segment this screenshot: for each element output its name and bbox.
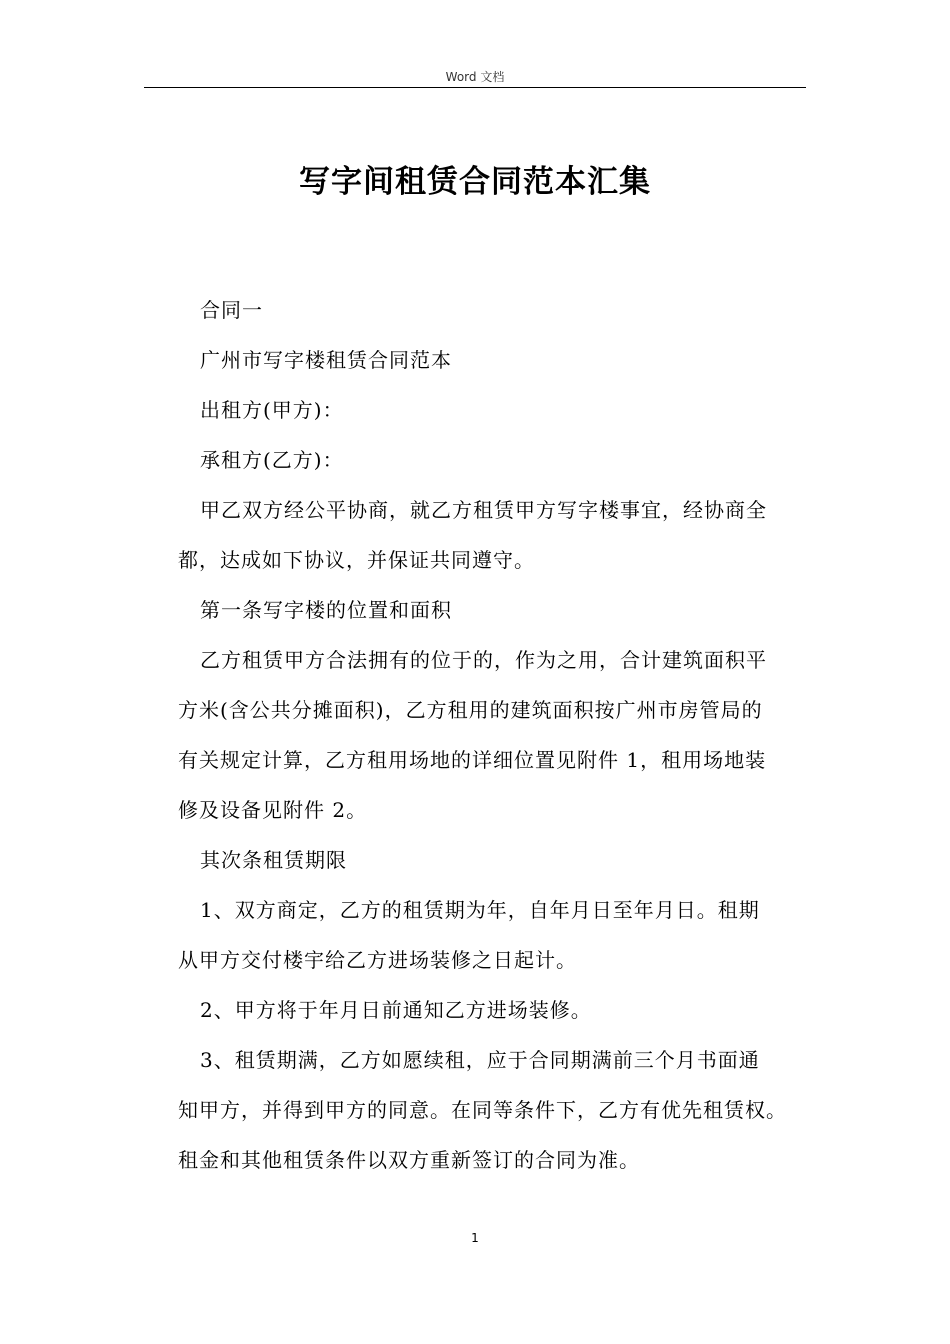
page-number: 1: [471, 1231, 479, 1245]
paragraph-line: 知甲方，并得到甲方的同意。在同等条件下，乙方有优先租赁权。: [178, 1098, 787, 1122]
paragraph-line: 都，达成如下协议，并保证共同遵守。: [178, 548, 535, 572]
paragraph-line: 1、双方商定，乙方的租赁期为年，自年月日至年月日。租期: [200, 898, 760, 922]
paragraph-line: 2、甲方将于年月日前通知乙方进场装修。: [200, 998, 592, 1022]
paragraph-line: 出租方(甲方)：: [200, 398, 344, 422]
paragraph-line: 租金和其他租赁条件以双方重新签订的合同为准。: [178, 1148, 640, 1172]
paragraph-line: 方米(含公共分摊面积)，乙方租用的建筑面积按广州市房管局的: [178, 698, 763, 722]
paragraph-line: 其次条租赁期限: [200, 848, 347, 872]
paragraph-line: 从甲方交付楼宇给乙方进场装修之日起计。: [178, 948, 577, 972]
paragraph-line: 合同一: [200, 298, 263, 322]
paragraph-line: 修及设备见附件 2。: [178, 798, 368, 822]
paragraph-line: 3、租赁期满，乙方如愿续租，应于合同期满前三个月书面通: [200, 1048, 760, 1072]
document-body: [178, 292, 818, 1192]
paragraph-line: 乙方租赁甲方合法拥有的位于的，作为之用，合计建筑面积平: [200, 648, 767, 672]
paragraph-line: 有关规定计算，乙方租用场地的详细位置见附件 1，租用场地装: [178, 748, 767, 772]
paragraph-line: 第一条写字楼的位置和面积: [200, 598, 452, 622]
page-header: Word 文档: [445, 70, 505, 84]
paragraph-line: 甲乙双方经公平协商，就乙方租赁甲方写字楼事宜，经协商全: [200, 498, 767, 522]
paragraph-line: 广州市写字楼租赁合同范本: [200, 348, 452, 372]
document-title: 写字间租赁合同范本汇集: [299, 164, 651, 200]
paragraph-line: 承租方(乙方)：: [200, 448, 344, 472]
header-divider: [144, 87, 806, 88]
